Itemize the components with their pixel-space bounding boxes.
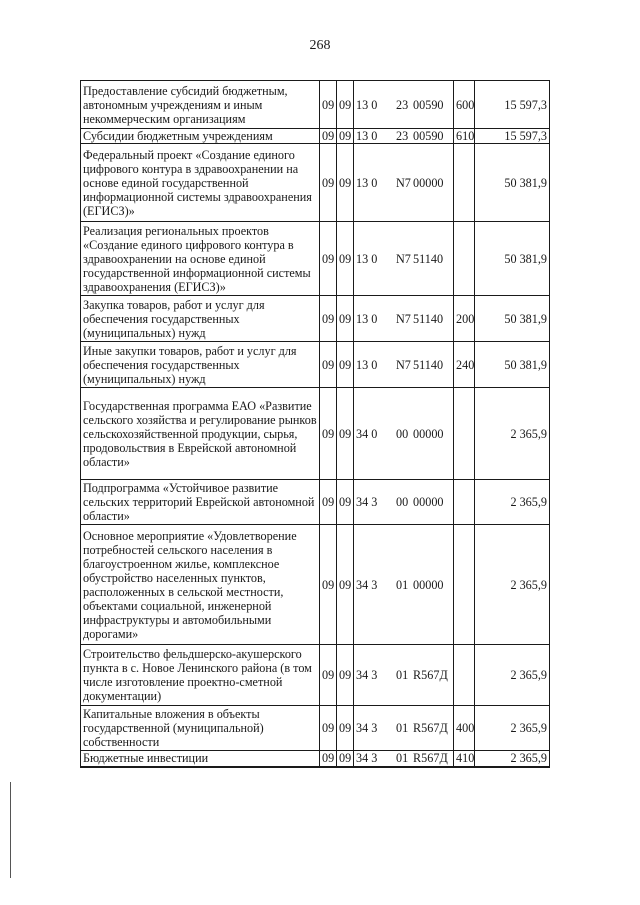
target-code-part-1: 34 3 [356, 577, 378, 592]
target-article-code [354, 342, 454, 388]
amount: 50 381,9 [475, 144, 550, 222]
row-name: Предоставление субсидий бюджетным, автономным учреждениям и иным некоммерческим организациям [81, 81, 320, 129]
section-code: 09 [320, 751, 337, 767]
amount: 50 381,9 [475, 296, 550, 342]
budget-table [80, 80, 550, 768]
subsection-code: 09 [337, 480, 354, 525]
table-row [81, 388, 550, 480]
subsection-code: 09 [337, 751, 354, 767]
target-code-part-2: 01 [396, 751, 409, 766]
row-name: Государственная программа ЕАО «Развитие сельского хозяйства и регулирование рынков сельскохозяйственной продукции, сырья, продовольствия в Еврейской автономной области» [81, 388, 320, 480]
amount: 50 381,9 [475, 222, 550, 296]
target-code-part-1: 13 0 [356, 357, 378, 372]
target-code-part-3: 00000 [413, 175, 444, 190]
target-article-code [354, 144, 454, 222]
section-code: 09 [320, 342, 337, 388]
section-code: 09 [320, 645, 337, 706]
target-code-part-3: 00000 [413, 577, 444, 592]
target-code-part-2: 00 [396, 495, 409, 509]
table-row [81, 751, 550, 767]
section-code: 09 [320, 81, 337, 129]
target-code-part-1: 13 0 [356, 251, 378, 266]
target-code-part-2: N7 [396, 175, 411, 190]
target-article-code [354, 81, 454, 129]
subsection-code: 09 [337, 342, 354, 388]
target-code-part-1: 13 0 [356, 97, 378, 112]
row-name: Иные закупки товаров, работ и услуг для обеспечения государственных (муниципальных) нужд [81, 342, 320, 388]
table-row [81, 480, 550, 525]
subsection-code: 09 [337, 296, 354, 342]
target-article-code [354, 296, 454, 342]
table-row [81, 706, 550, 751]
subsection-code: 09 [337, 144, 354, 222]
section-code: 09 [320, 480, 337, 525]
expense-type-code: 410 [454, 751, 475, 767]
target-article-code [354, 525, 454, 645]
target-code-part-1: 13 0 [356, 129, 378, 143]
target-article-code [354, 645, 454, 706]
target-code-part-2: 01 [396, 668, 409, 682]
target-code-part-2: 23 [396, 129, 409, 143]
target-article-code [354, 129, 454, 144]
target-code-part-3: R567Д [413, 751, 448, 766]
amount: 2 365,9 [475, 388, 550, 480]
target-code-part-3: R567Д [413, 668, 448, 682]
target-code-part-1: 34 3 [356, 668, 378, 682]
expense-type-code [454, 480, 475, 525]
subsection-code: 09 [337, 222, 354, 296]
row-name: Закупка товаров, работ и услуг для обеспечения государственных (муниципальных) нужд [81, 296, 320, 342]
subsection-code: 09 [337, 129, 354, 144]
table-row [81, 342, 550, 388]
section-code: 09 [320, 296, 337, 342]
target-code-part-1: 13 0 [356, 175, 378, 190]
target-article-code [354, 706, 454, 751]
expense-type-code [454, 388, 475, 480]
target-code-part-3: 51140 [413, 357, 444, 372]
amount: 15 597,3 [475, 81, 550, 129]
expense-type-code: 400 [454, 706, 475, 751]
target-code-part-2: 01 [396, 721, 409, 735]
section-code: 09 [320, 129, 337, 144]
amount: 2 365,9 [475, 706, 550, 751]
target-code-part-3: 00590 [413, 97, 444, 112]
amount: 50 381,9 [475, 342, 550, 388]
table-row [81, 645, 550, 706]
amount: 2 365,9 [475, 751, 550, 767]
expense-type-code [454, 645, 475, 706]
row-name: Федеральный проект «Создание единого цифрового контура в здравоохранении на основе единой государственной информационной системы здравоохранения (ЕГИСЗ)» [81, 144, 320, 222]
target-code-part-2: 23 [396, 97, 409, 112]
target-code-part-3: 00000 [413, 426, 444, 441]
subsection-code: 09 [337, 81, 354, 129]
section-code: 09 [320, 525, 337, 645]
amount: 2 365,9 [475, 525, 550, 645]
subsection-code: 09 [337, 525, 354, 645]
target-code-part-2: N7 [396, 251, 411, 266]
row-name: Реализация региональных проектов «Создание единого цифрового контура в здравоохранении на основе единой государственной информационной системы здравоохранения (ЕГИСЗ)» [81, 222, 320, 296]
expense-type-code: 600 [454, 81, 475, 129]
section-code: 09 [320, 144, 337, 222]
target-code-part-2: N7 [396, 311, 411, 326]
target-code-part-1: 34 3 [356, 721, 378, 735]
target-code-part-3: 00590 [413, 129, 444, 143]
table-row [81, 525, 550, 645]
section-code: 09 [320, 706, 337, 751]
target-code-part-1: 34 0 [356, 426, 378, 441]
target-code-part-2: 00 [396, 426, 409, 441]
row-name: Подпрограмма «Устойчивое развитие сельских территорий Еврейской автономной области» [81, 480, 320, 525]
subsection-code: 09 [337, 388, 354, 480]
table-row [81, 296, 550, 342]
expense-type-code: 240 [454, 342, 475, 388]
target-code-part-1: 13 0 [356, 311, 378, 326]
subsection-code: 09 [337, 645, 354, 706]
expense-type-code [454, 525, 475, 645]
amount: 15 597,3 [475, 129, 550, 144]
target-code-part-3: R567Д [413, 721, 448, 735]
page-number: 268 [309, 38, 331, 53]
amount: 2 365,9 [475, 480, 550, 525]
expense-type-code [454, 222, 475, 296]
row-name: Строительство фельдшерско-акушерского пункта в с. Новое Ленинского района (в том числе изготовление проектно-сметной документации) [81, 645, 320, 706]
target-code-part-3: 51140 [413, 311, 444, 326]
amount: 2 365,9 [475, 645, 550, 706]
table-row [81, 81, 550, 129]
target-article-code [354, 480, 454, 525]
row-name: Бюджетные инвестиции [81, 751, 320, 767]
table-row [81, 129, 550, 144]
target-code-part-2: N7 [396, 357, 411, 372]
section-code: 09 [320, 388, 337, 480]
row-name: Капитальные вложения в объекты государственной (муниципальной) собственности [81, 706, 320, 751]
target-code-part-1: 34 3 [356, 751, 378, 766]
section-code: 09 [320, 222, 337, 296]
target-code-part-2: 01 [396, 577, 409, 592]
target-code-part-3: 00000 [413, 495, 444, 509]
target-code-part-3: 51140 [413, 251, 444, 266]
scan-margin-line [10, 782, 11, 878]
target-article-code [354, 751, 454, 767]
row-name: Субсидии бюджетным учреждениям [81, 129, 320, 144]
table-row [81, 222, 550, 296]
row-name: Основное мероприятие «Удовлетворение потребностей сельского населения в благоустроенном жилье, комплексное обустройство населенных пунктов, расположенных в сельской местности, объектами социальной, инженерной инфраструктуры и автомобильными дорогами» [81, 525, 320, 645]
expense-type-code [454, 144, 475, 222]
expense-type-code: 610 [454, 129, 475, 144]
expense-type-code: 200 [454, 296, 475, 342]
subsection-code: 09 [337, 706, 354, 751]
target-code-part-1: 34 3 [356, 495, 378, 509]
target-article-code [354, 222, 454, 296]
target-article-code [354, 388, 454, 480]
table-row [81, 144, 550, 222]
